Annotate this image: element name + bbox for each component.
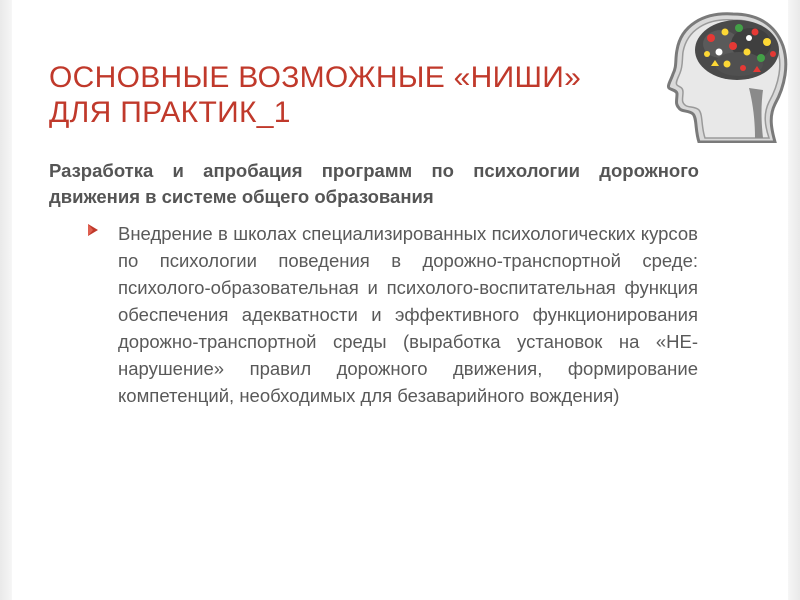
head-brain-image <box>663 8 791 143</box>
section-heading: Разработка и апробация программ по психологии дорожного движения в системе общего образования <box>49 160 699 207</box>
slide-frame-left <box>0 0 12 600</box>
bullet-list <box>86 220 698 409</box>
title-line-2: ДЛЯ ПРАКТИК_1 <box>49 96 291 129</box>
slide-title <box>49 60 619 130</box>
bullet-item-text: Внедрение в школах специализированных психологических курсов по психологии поведения в дорожно-транспортной среде: психолого-образовательная и психолого-воспитательная функция обеспечения адекватности и эффективного функционирования дорожно-транспортной среды (выработка установок на «НЕ-нарушение» правил дорожного движения, формирование компетенций, необходимых для безаварийного вождения) <box>118 223 698 406</box>
head-silhouette-icon <box>663 8 791 143</box>
title-line-1: ОСНОВНЫЕ ВОЗМОЖНЫЕ «НИШИ» <box>49 61 582 94</box>
triangle-arrow-icon <box>86 222 100 238</box>
